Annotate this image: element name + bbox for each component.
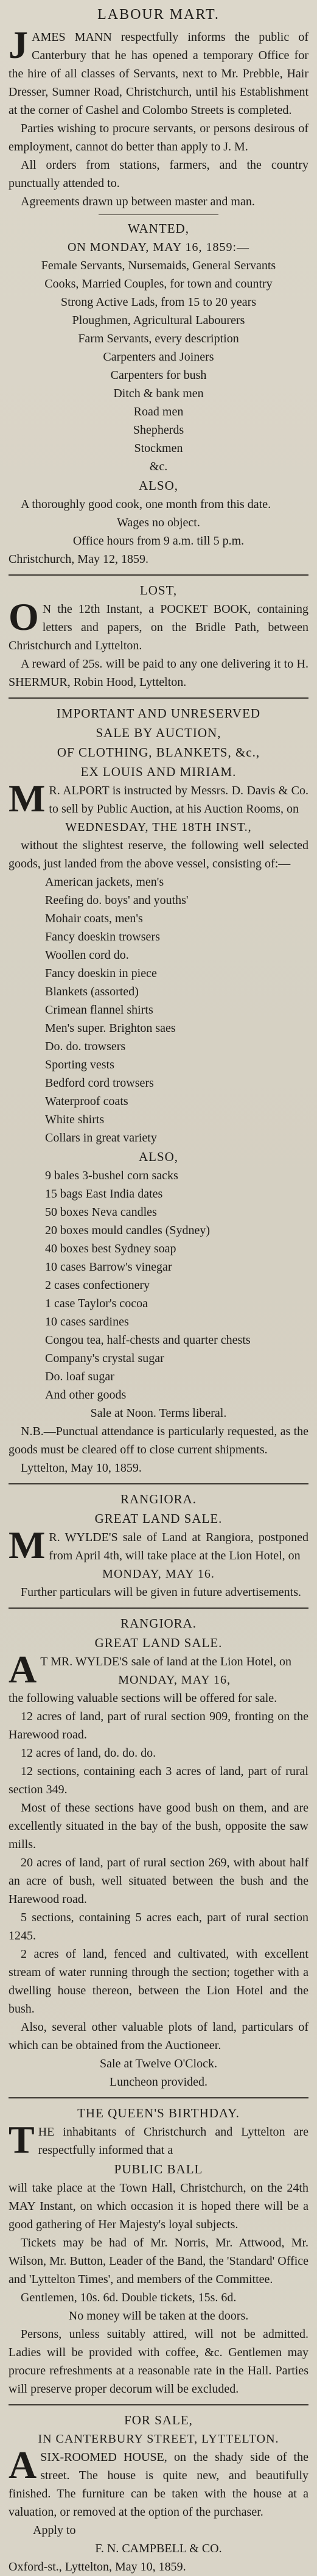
ad-rangiora-1 [9,1489,308,1601]
ad-paragraph: Agreements drawn up between master and man. [21,195,255,208]
list-item: Strong Active Lads, from 15 to 20 years [60,295,257,309]
ad-paragraph: Also, several other valuable plots of land, particulars of which can be obtained from the Auctioneer. [9,2020,308,2052]
ad-heading: GREAT LAND SALE. [94,1636,223,1650]
ad-line: Sale at Twelve O'Clock. [100,2057,217,2070]
ad-heading: LABOUR MART. [97,7,220,23]
list-item: 15 bags East India dates [45,1187,163,1201]
goods-list [9,873,308,1147]
list-item: Men's super. Brighton saes [45,1022,176,1035]
list-item: Do. do. trowsers [45,1040,126,1053]
list-item: 1 case Taylor's cocoa [45,1297,148,1310]
wanted-list [9,256,308,476]
list-item: Sporting vests [45,1058,114,1071]
drop-cap: J [9,23,28,66]
ad-paragraph: without the slightest reserve, the following well selected goods, just landed from the above vessel, consisting of:— [9,839,308,870]
ad-paragraph: Tickets may be had of Mr. Norris, Mr. Attwood, Mr. Wilson, Mr. Button, Leader of the Band, the 'Standard' Office and 'Lyttelton Times', and members of the Committee. [9,2236,308,2286]
ad-paragraph: A thoroughly good cook, one month from this date. [21,498,271,511]
list-item: Do. loaf sugar [45,1370,114,1383]
ad-date: MONDAY, MAY 16. [102,1567,215,1581]
list-item: Mohair coats, men's [45,912,143,925]
ad-subheading: IN CANTERBURY STREET, LYTTELTON. [38,2432,279,2446]
ad-line: No money will be taken at the doors. [68,2309,249,2323]
list-item: Collars in great variety [45,1131,157,1145]
ad-body: AMES MANN respectfully informs the public of Canterbury that he has opened a temporary Office for the hire of all classes of Servants, next to Mr. Prebble, Hair Dresser, Sumner Road, Christchurch, until his Establishment at the corner of Cashel and Colombo Streets is completed. [9,30,308,117]
ad-paragraph: N.B.—Punctual attendance is particularly requested, as the goods must be cleared off to close current shipments. [9,1425,308,1456]
ad-subheading: ALSO, [138,1149,179,1164]
ad-sign-date: Oxford-st., Lyttelton, May 10, 1859. [9,2560,186,2574]
ad-paragraph: the following valuable sections will be offered for sale. [9,1692,277,1705]
ad-heading: EX LOUIS AND MIRIAM. [80,764,237,779]
drop-cap: A [9,2443,37,2486]
list-item: Female Servants, Nursemaids, General Servants [41,259,276,272]
ad-date: MONDAY, MAY 16, [118,1673,231,1687]
ad-heading: IMPORTANT AND UNRESERVED [56,706,261,721]
section-divider [9,1483,308,1484]
section-divider [9,2097,308,2098]
ad-subheading: WANTED, [128,221,189,236]
ad-sign: F. N. CAMPBELL & CO. [95,2542,222,2555]
list-item: 10 cases sardines [45,1315,129,1329]
ad-heading: OF CLOTHING, BLANKETS, &c., [57,745,260,760]
list-item: Cooks, Married Couples, for town and country [44,277,273,291]
ad-heading: RANGIORA. [120,1492,197,1506]
ad-paragraph: All orders from stations, farmers, and the country punctually attended to. [9,158,308,190]
ad-heading: FOR SALE, [124,2413,193,2427]
ad-line: Sale at Noon. Terms liberal. [90,1406,227,1420]
goods-list-2 [9,1166,308,1404]
ad-paragraph: 2 acres of land, fenced and cultivated, with excellent stream of water running through the section; together with a dwelling house thereon, between the Lion Hotel and the bush. [9,1947,308,2016]
list-item: American jackets, men's [45,875,164,889]
ad-heading: RANGIORA. [120,1616,197,1631]
section-divider [9,697,308,699]
list-item: 50 boxes Neva candles [45,1205,157,1219]
list-item: 9 bales 3-bushel corn sacks [45,1169,178,1182]
list-item: Woollen cord do. [45,948,129,962]
ad-body: HE inhabitants of Christchurch and Lyttelton are respectfully informed that a [38,2125,308,2157]
list-item: 20 boxes mould candles (Sydney) [45,1224,211,1237]
ad-heading: SALE BY AUCTION, [96,725,221,740]
ad-heading: GREAT LAND SALE. [94,1511,223,1526]
ad-paragraph: will take place at the Town Hall, Christchurch, on the 24th MAY Instant, on which occasion it is hoped there will be a good gathering of Her Majesty's loyal subjects. [9,2181,308,2231]
ad-line: Office hours from 9 a.m. till 5 p.m. [72,534,245,548]
section-divider [9,2404,308,2405]
list-item: &c. [149,460,168,473]
ad-subheading: PUBLIC BALL [114,2162,203,2176]
ad-paragraph: 12 acres of land, part of rural section 909, fronting on the Harewood road. [9,1710,308,1741]
ad-paragraph: Most of these sections have good bush on them, and are excellently situated in the bay of the bush, opposite the saw mills. [9,1801,308,1851]
ad-paragraph: Gentlemen, 10s. 6d. Double tickets, 15s. 6d. [21,2291,237,2304]
ad-paragraph: Parties wishing to procure servants, or persons desirous of employment, cannot do better than apply to J. M. [9,122,308,154]
ad-sign-date: Christchurch, May 12, 1859. [9,552,148,566]
list-item: Waterproof coats [45,1095,128,1108]
ad-line: Luncheon provided. [109,2075,208,2089]
drop-cap: M [9,777,46,820]
ad-labour-mart [9,5,308,568]
ad-body: R. ALPORT is instructed by Messrs. D. Davis & Co. to sell by Public Auction, at his Auction Rooms, on [49,784,308,816]
list-item: Fancy doeskin trowsers [45,930,160,944]
list-item: Company's crystal sugar [45,1352,164,1365]
list-item: Ditch & bank men [113,387,204,400]
list-item: Bedford cord trowsers [45,1076,154,1090]
ad-sign-date: Lyttelton, May 10, 1859. [21,1461,142,1475]
ad-paragraph: 12 sections, containing each 3 acres of land, part of rural section 349. [9,1765,308,1796]
ad-body: T MR. WYLDE'S sale of land at the Lion Hotel, on [40,1655,292,1668]
ad-body: SIX-ROOMED HOUSE, on the shady side of the street. The house is quite new, and beautifully finished. The furniture can be taken with the house at a valuation, or removed at the option of the purchaser. [9,2451,308,2519]
ad-date: WEDNESDAY, THE 18TH INST., [65,820,252,834]
list-item: Congou tea, half-chests and quarter chests [45,1333,251,1347]
ad-line: Wages no object. [117,516,200,529]
list-item: Reefing do. boys' and youths' [45,894,189,907]
list-item: 40 boxes best Sydney soap [45,1242,176,1255]
list-item: Road men [133,405,184,418]
drop-cap: T [9,2118,35,2161]
ad-paragraph: 12 acres of land, do. do. do. [21,1746,156,1760]
list-item: Fancy doeskin in piece [45,967,157,980]
list-item: Shepherds [133,423,184,437]
ad-lost [9,580,308,691]
divider [99,214,218,215]
list-item: Stockmen [134,442,183,455]
list-item: Crimean flannel shirts [45,1003,153,1017]
ad-paragraph: Persons, unless suitably attired, will not be admitted. Ladies will be provided with coffee, &c. Gentlemen may procure refreshments at a reasonable rate in the Hall. Parties will preserve proper decorum will be excluded. [9,2327,308,2396]
ad-heading: THE QUEEN'S BIRTHDAY. [77,2106,240,2120]
drop-cap: O [9,595,39,638]
list-item: 2 cases confectionery [45,1279,150,1292]
ad-rangiora-2 [9,1614,308,2091]
list-item: 10 cases Barrow's vinegar [45,1260,172,1274]
ad-paragraph: 5 sections, containing 5 acres each, part of rural section 1245. [9,1911,308,1943]
list-item: White shirts [45,1113,105,1126]
section-divider [9,1607,308,1609]
ad-line: Apply to [33,2524,76,2537]
ad-heading: LOST, [139,583,178,598]
ad-body: R. WYLDE'S sale of Land at Rangiora, postponed from April 4th, will take place at the Lion Hotel, on [49,1531,308,1562]
ad-auction [9,704,308,1477]
section-divider [9,574,308,576]
ad-date: ON MONDAY, MAY 16, 1859:— [67,241,250,254]
drop-cap: M [9,1523,46,1567]
ad-paragraph: 20 acres of land, part of rural section 269, with about half an acre of bush, well situated between the bush and the Harewood road. [9,1856,308,1906]
drop-cap: A [9,1648,37,1691]
list-item: Farm Servants, every description [78,332,239,345]
ad-paragraph: A reward of 25s. will be paid to any one delivering it to H. SHERMUR, Robin Hood, Lyttelton. [9,657,308,689]
ad-for-sale [9,2410,308,2576]
ad-paragraph: Further particulars will be given in future advertisements. [21,1586,301,1599]
list-item: Ploughmen, Agricultural Labourers [72,314,245,327]
list-item: And other goods [45,1388,127,1402]
ad-body: N the 12th Instant, a POCKET BOOK, containing letters and papers, on the Bridle Path, between Christchurch and Lyttelton. [9,602,308,652]
list-item: Carpenters and Joiners [103,350,214,364]
ad-queens-birthday [9,2103,308,2398]
list-item: Blankets (assorted) [45,985,139,998]
ad-subheading: ALSO, [138,478,179,493]
list-item: Carpenters for bush [110,369,207,382]
